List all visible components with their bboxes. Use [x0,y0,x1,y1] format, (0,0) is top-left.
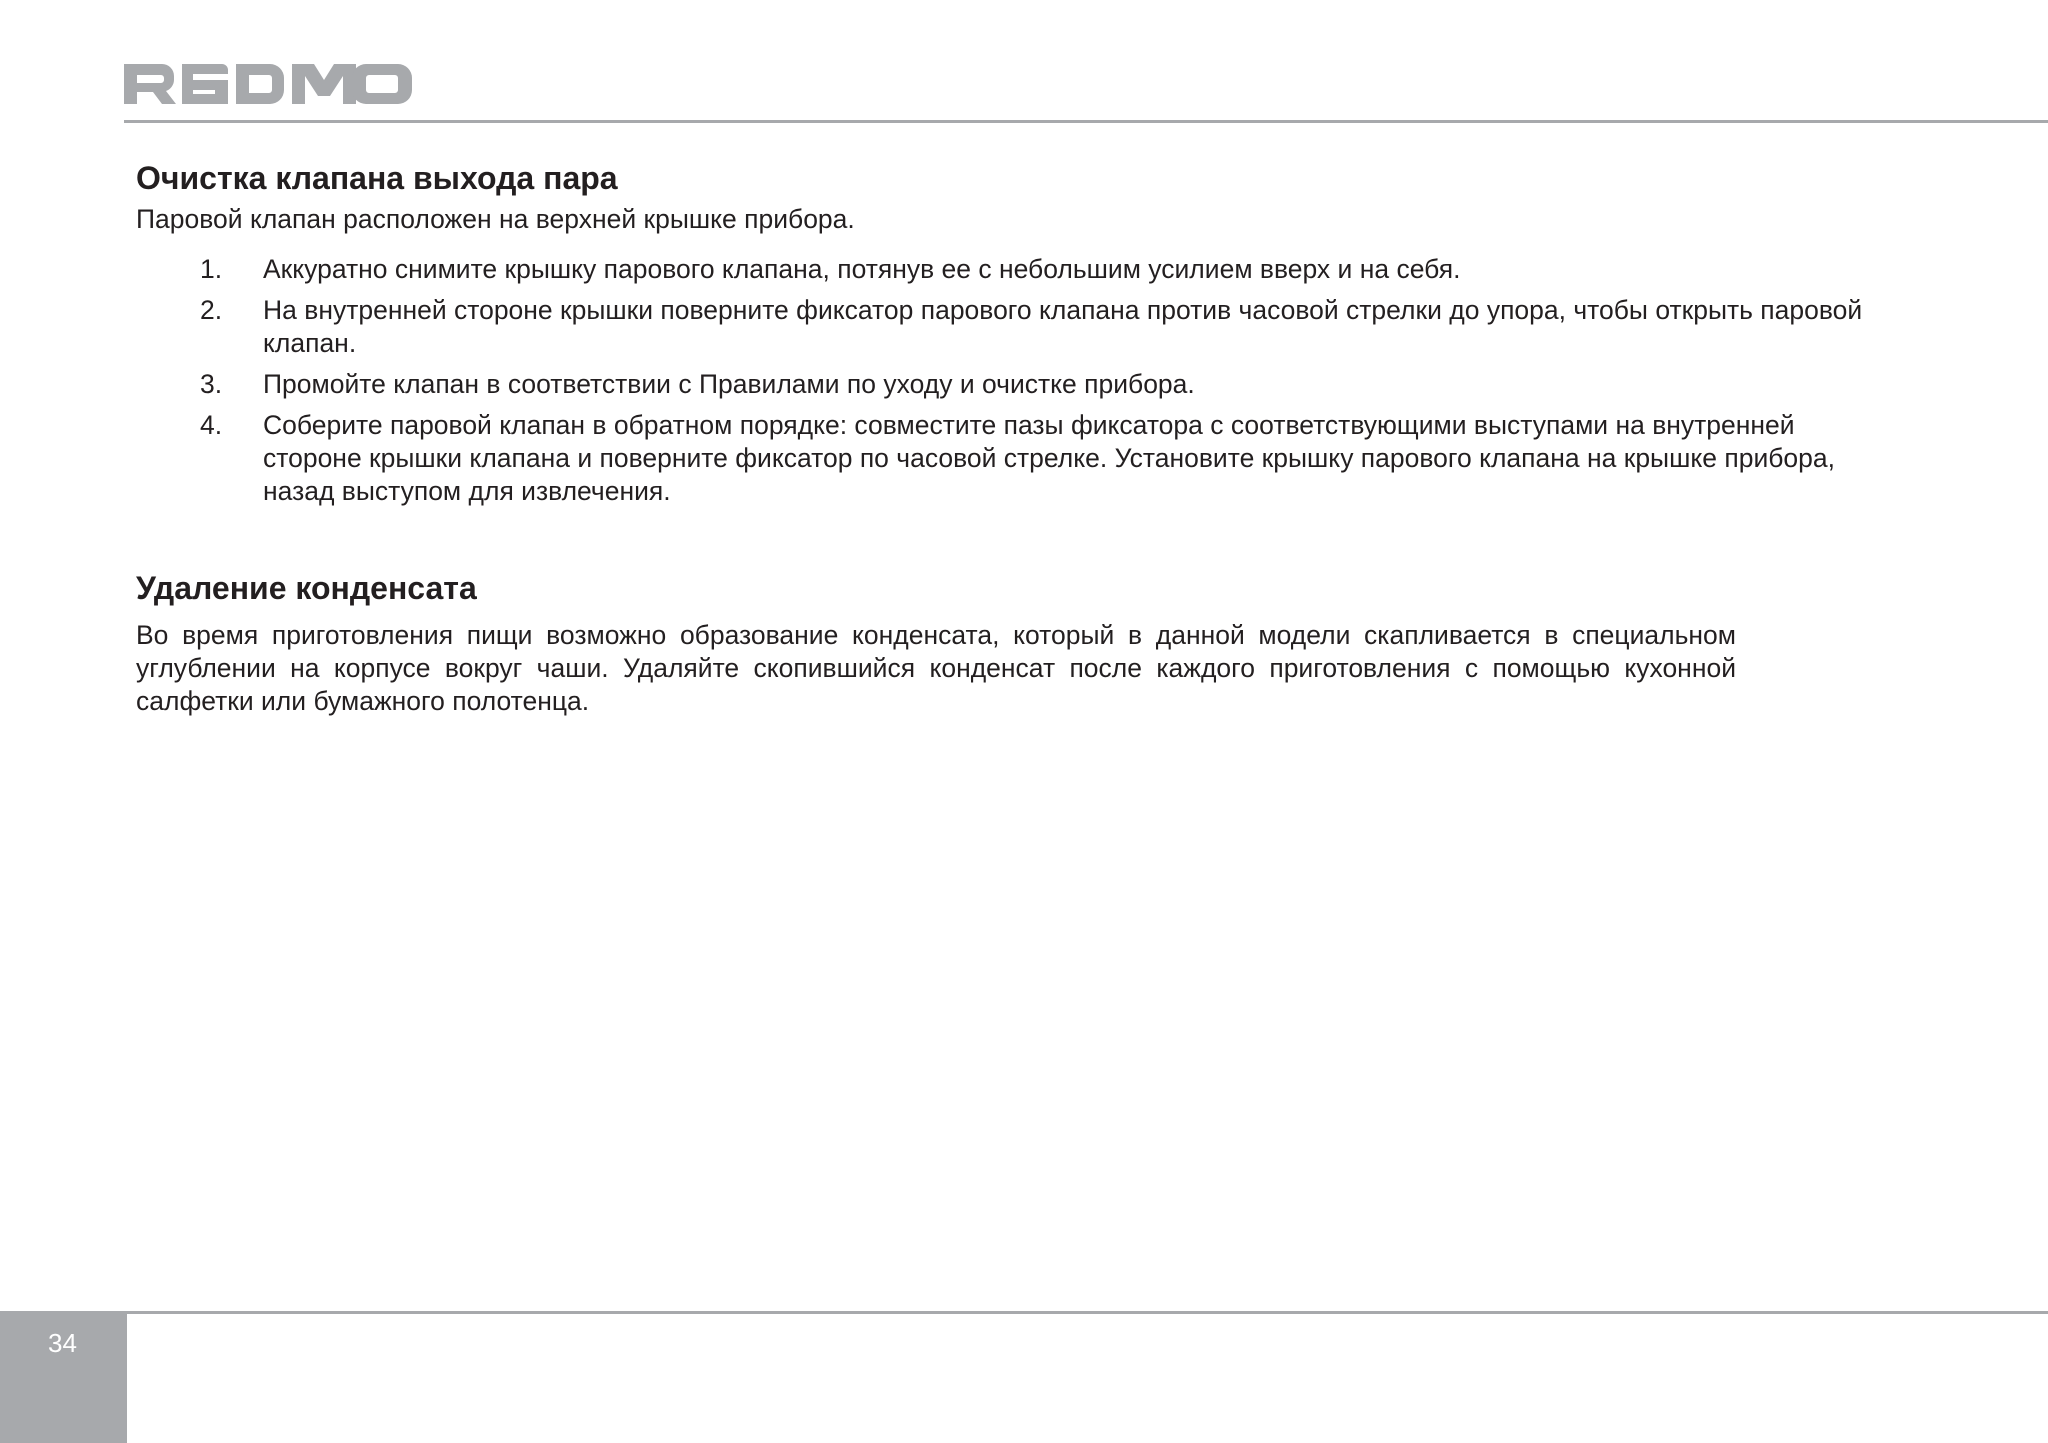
section-title: Очистка клапана выхода пара [136,160,618,196]
redmond-logo [124,60,448,104]
section-title: Удаление конденсата [136,570,477,606]
list-item [136,253,1896,286]
step-number: 4. [200,410,223,440]
list-item [136,409,1896,508]
step-text: Аккуратно снимите крышку парового клапана, потянув ее с небольшим усилием вверх и на себя. [263,254,1461,284]
page-number: 34 [48,1328,77,1358]
section-intro: Паровой клапан расположен на верхней крышке прибора. [136,204,855,234]
section-steam-valve-cleaning [136,155,1896,508]
step-number: 3. [200,369,223,399]
step-number: 1. [200,254,223,284]
section-condensate-removal [136,565,1896,718]
step-text: Соберите паровой клапан в обратном порядке: совместите пазы фиксатора с соответствующими выступами на внутренней стороне крышки клапана и поверните фиксатор по часовой стрелке. Установите крышку парового клапана на крышке прибора, назад выступом для извлечения. [263,410,1836,506]
page-content [136,155,1896,718]
list-item [136,368,1896,401]
step-text: Промойте клапан в соответствии с Правилами по уходу и очистке прибора. [263,369,1195,399]
step-number: 2. [200,295,223,325]
footer-divider [0,1311,2048,1314]
section-body: Во время приготовления пищи возможно образование конденсата, который в данной модели скапливается в специальном углублении на корпусе вокруг чаши. Удаляйте скопившийся конденсат после каждого приготовления с помощью кухонной салфетки или бумажного полотенца. [136,620,1736,716]
steps-list [136,253,1896,508]
header-divider [124,120,2048,123]
list-item [136,294,1896,360]
step-text: На внутренней стороне крышки поверните фиксатор парового клапана против часовой стрелки до упора, чтобы открыть паровой клапан. [263,295,1863,358]
